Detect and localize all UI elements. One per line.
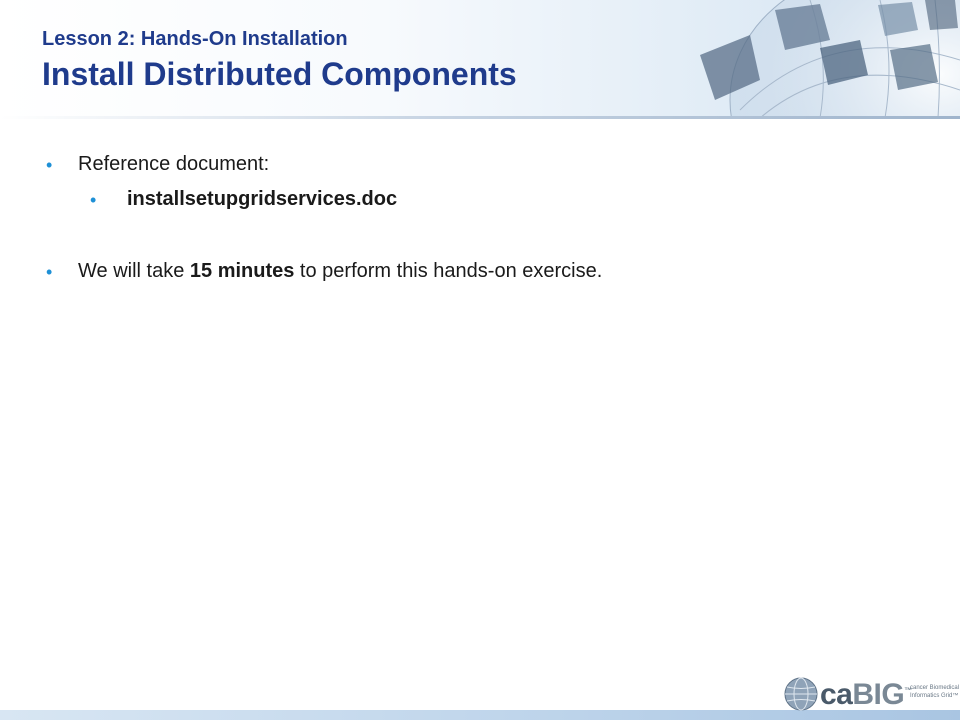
logo-tagline: cancer Biomedical Informatics Grid™ — [910, 685, 960, 699]
cabig-logo — [784, 674, 960, 714]
slide-subtitle: Lesson 2: Hands-On Installation — [42, 28, 348, 50]
duration-prefix: We will take — [78, 260, 190, 282]
photo-tile-5 — [890, 44, 938, 90]
bullet-document-filename: installsetupgridservices.doc — [127, 188, 398, 210]
header-divider — [0, 116, 960, 119]
bullet-duration — [78, 260, 602, 283]
bullet-dot-icon: • — [46, 262, 53, 282]
bullet-dot-icon: • — [90, 190, 97, 210]
duration-suffix: to perform this hands-on exercise. — [294, 260, 603, 282]
bullet-dot-icon: • — [46, 155, 53, 175]
photo-tile-4 — [878, 2, 918, 36]
globe-logo-icon — [784, 677, 818, 711]
bullet-reference-document: Reference document: — [78, 153, 270, 175]
logo-wordmark: caBIG™ — [820, 678, 912, 711]
globe-graphic — [680, 0, 960, 118]
photo-tile-6 — [925, 0, 958, 30]
duration-value: 15 minutes — [189, 260, 295, 282]
slide-title: Install Distributed Components — [42, 56, 517, 92]
